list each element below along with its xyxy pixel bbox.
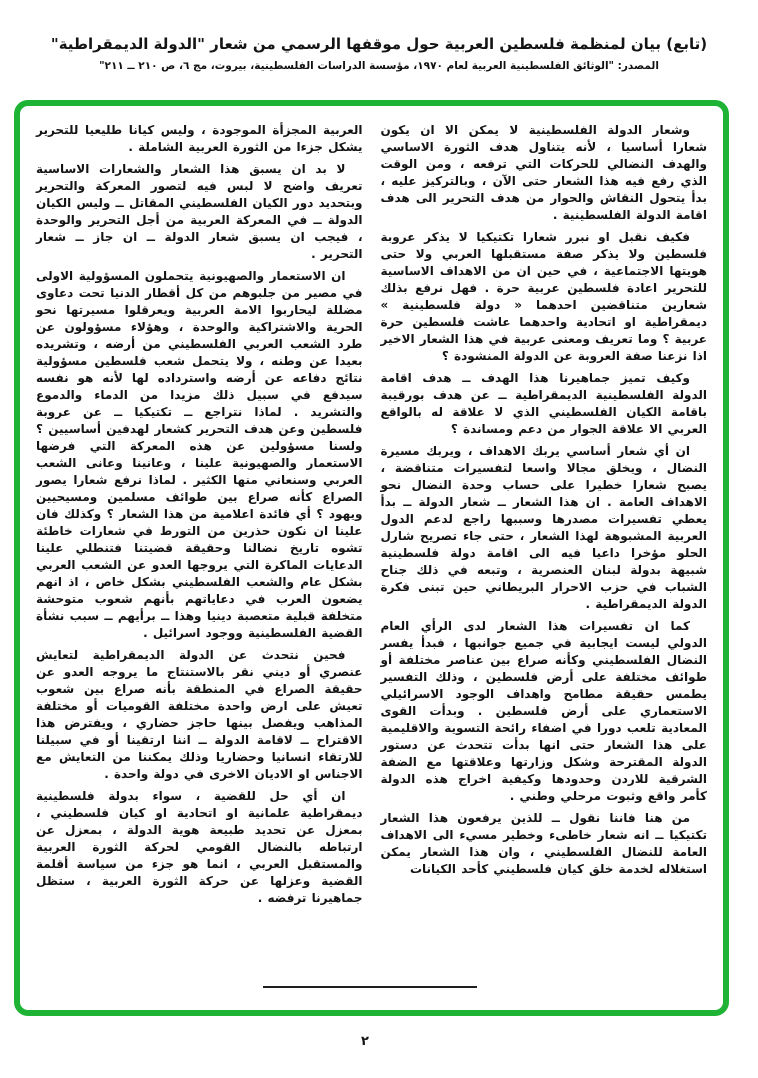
document-header bbox=[0, 34, 758, 72]
footnote-separator-rule bbox=[263, 986, 477, 988]
paragraph: لا بد ان يسبق هذا الشعار والشعارات الاساسية تعريف واضح لا لبس فيه لتصور المعركة والتحرير وبتحديد دور الكيان الفلسطيني المقاتل ــ وليس الكيان الدولة ــ في المعركة العربية من أجل التحرير والوحدة ، فيجب ان يسبق شعار الدولة ــ ان جاز ــ شعار التحرير . bbox=[36, 162, 363, 261]
column-left bbox=[36, 122, 363, 994]
paragraph: ان أي حل للقضية ، سواء بدولة فلسطينية ديمقراطية علمانية او اتحادية او كيان فلسطيني ، بمعزل عن تحديد طبيعة هوية الدولة ، بمعزل عن ارتباطه بالنضال القومي لحركة الثورة العربية والمستقبل العربي ، انما هو جزء من سياسة أقلمة القضية وعزلها عن حركة الثورة العربية ، ستظل جماهيرنا ترفضه . bbox=[36, 789, 363, 905]
source-line: المصدر: "الوثائق الفلسطينية العربية لعام ١٩٧٠، مؤسسة الدراسات الفلسطينية، بيروت، مج ٦، ص ٢١٠ ــ ٢١١" bbox=[99, 60, 659, 72]
paragraph: ان أي شعار أساسي يربك الاهداف ، ويربك مسيرة النضال ، ويخلق مجالا واسعا لتفسيرات متناقضة ، يصبح شعارا خطيرا على حساب وحدة النضال نحو الاهداف العامة . ان هذا الشعار ــ شعار الدولة ــ بدأ يعطي تفسيرات مصدرها وسببها راجع لدعم الدول العربية المشبوهة لهذا الشعار ، حتى جاء تصريح شارل الحلو مؤخرا داعيا فيه الى اقامة دولة فلسطينية شبيهة بدولة لبنان العنصرية ، وتبعه في ذلك جناح الشباب في حزب الاحرار البريطاني حين تبنى فكرة الدولة الديمقراطية . bbox=[380, 444, 707, 611]
paragraph: كما ان تفسيرات هذا الشعار لدى الرأي العام الدولي ليست ايجابية في جميع جوانبها ، فبدأ يفسر النضال الفلسطيني وكأنه صراع بين عناصر مختلفة أو طوائف مختلفة على أرض فلسطين ، وذلك التفسير يطمس حقيقة مطامح واهداف الوجود الاسرائيلي الاستعماري على أرض فلسطين . وبدأت القوى المعادية تلعب دورا في اضفاء رائحة التسوية والاقليمية على هذا الشعار حتى انها بدأت تتحدث عن دستور الدولة المقترحة وشكل وزارتها وعلاقتها مع الضفة الشرقية للاردن وحدودها وكيفية اخراج هذه الدولة كأمر واقع وثبوت مرحلي وطني . bbox=[380, 619, 707, 803]
two-column-text bbox=[36, 122, 707, 994]
column-right bbox=[381, 122, 708, 994]
paragraph: وكيف تميز جماهيرنا هذا الهدف ــ هدف اقامة الدولة الفلسطينية الديمقراطية ــ عن هدف بورقيبة باقامة الكيان الفلسطيني الذي لا علاقة له بالواقع العربي الا علاقة الجوار من دعم ومساندة ؟ bbox=[380, 371, 707, 436]
green-border-frame bbox=[14, 100, 729, 1016]
page-number: ٢ bbox=[361, 1034, 369, 1049]
paragraph: ان الاستعمار والصهيونية يتحملون المسؤولية الاولى في مصير من جلبوهم من كل أقطار الدنيا تحت دعاوى مضللة ليحاربوا الامة العربية ويعرقلوا مسيرتها نحو الحرية والاشتراكية والوحدة ، وهؤلاء مسؤولون عن طرد الشعب العربي الفلسطيني من أرضه ، وتشريده بعيدا عن وطنه ، ولا يتحمل شعب فلسطين مسؤولية نتائج دفاعه عن أرضه واسترداده لها لأنه هو نفسه سيدفع في سبيل ذلك مزيدا من الدماء والدموع والتشريد . لماذا نتراجع ــ تكتيكيا ــ عن عروبة فلسطين وعن هدف التحرير كشعار لهدفين أساسيين ؟ ولسنا مسؤولين عن هذه المعركة التي فرضها الاستعمار والصهيونية علينا ، وعانينا وعانى الشعب العربي وسنعاني منها الكثير . لماذا نرفع شعارا يصور الصراع كأنه صراع بين طوائف مسلمين ومسيحيين ويهود ؟ أي فائدة اعلامية من هذا الشعار ؟ وكذلك فان علينا ان نكون حذرين من التورط في شعارات خاطئة تشوه تاريخ نضالنا وحقيقة قضيتنا فتنطلي علينا الدعايات الماكرة التي يروجها العدو عن الشعب العربي بشكل عام والشعب الفلسطيني بشكل خاص ، اذ انهم يضعون العرب في دعاياتهم بأنهم شعوب متوحشة متخلفة قبلية متعصبة دينيا وهذا ــ برأيهم ــ سبب نشأة القضية الفلسطينية ووجود اسرائيل . bbox=[36, 269, 363, 640]
paragraph: العربية المجزأة الموجودة ، وليس كيانا طليعيا للتحرير يشكل جزءا من الثورة العربية الشاملة . bbox=[36, 123, 363, 154]
paragraph: فحين نتحدث عن الدولة الديمقراطية لتعايش عنصري أو ديني نقر بالاستنتاج ما يروجه العدو عن حقيقة الصراع في المنطقة بأنه صراع بين شعوب تعيش على ارض واحدة مختلفة القوميات أو مختلفة المذاهب ويفصل بينها حاجز حضاري ، ويفترض هذا الاقتراح ــ لاقامة الدولة ــ اننا ارتقينا أو في سبيلنا للارتقاء انسانيا وحضاريا وذلك يمكننا من التعايش مع الاجناس او الاديان الاخرى في دولة واحدة . bbox=[36, 648, 363, 781]
paragraph: فكيف نقبل او نبرر شعارا تكتيكيا لا يذكر عروبة فلسطين ولا يذكر صفة مستقبلها العربي ولا حتى هويتها الاجتماعية ، في حين ان من الاهداف الاساسية للتحرير اعادة فلسطين عربية حرة . فهل نرفع بذلك شعارين متناقضين احدهما « دولة فلسطينية » ديمقراطية او اتحادية واحدهما عاشت فلسطين حرة عربية ؟ وما تعريف ومعنى عربية في هذا الشعار الاخير اذا نزعنا صفة العروبة عن الدولة المنشودة ؟ bbox=[380, 230, 707, 363]
paragraph: من هنا فاننا نقول ــ للذين يرفعون هذا الشعار تكتيكيا ــ انه شعار خاطىء وخطير مسيء الى الاهداف العامة للنضال الفلسطيني ، وان هذا الشعار يمكن استغلاله لخدمة خلق كيان فلسطيني كأحد الكيانات bbox=[380, 811, 707, 876]
page-title: (تابع) بيان لمنظمة فلسطين العربية حول موقفها الرسمي من شعار "الدولة الديمقراطية" bbox=[50, 35, 708, 53]
paragraph: وشعار الدولة الفلسطينية لا يمكن الا ان يكون شعارا أساسيا ، لأنه يتناول هدف الثورة الاساسي والهدف النضالي للحركات التي ترفعه ، ومن الوقت الذي رفع فيه هذا الشعار حتى الآن ، وبالتركيز عليه ، بدأ يتحول النقاش والحوار من هدف التحرير الى هدف اقامة الدولة الفلسطينية . bbox=[380, 123, 707, 222]
